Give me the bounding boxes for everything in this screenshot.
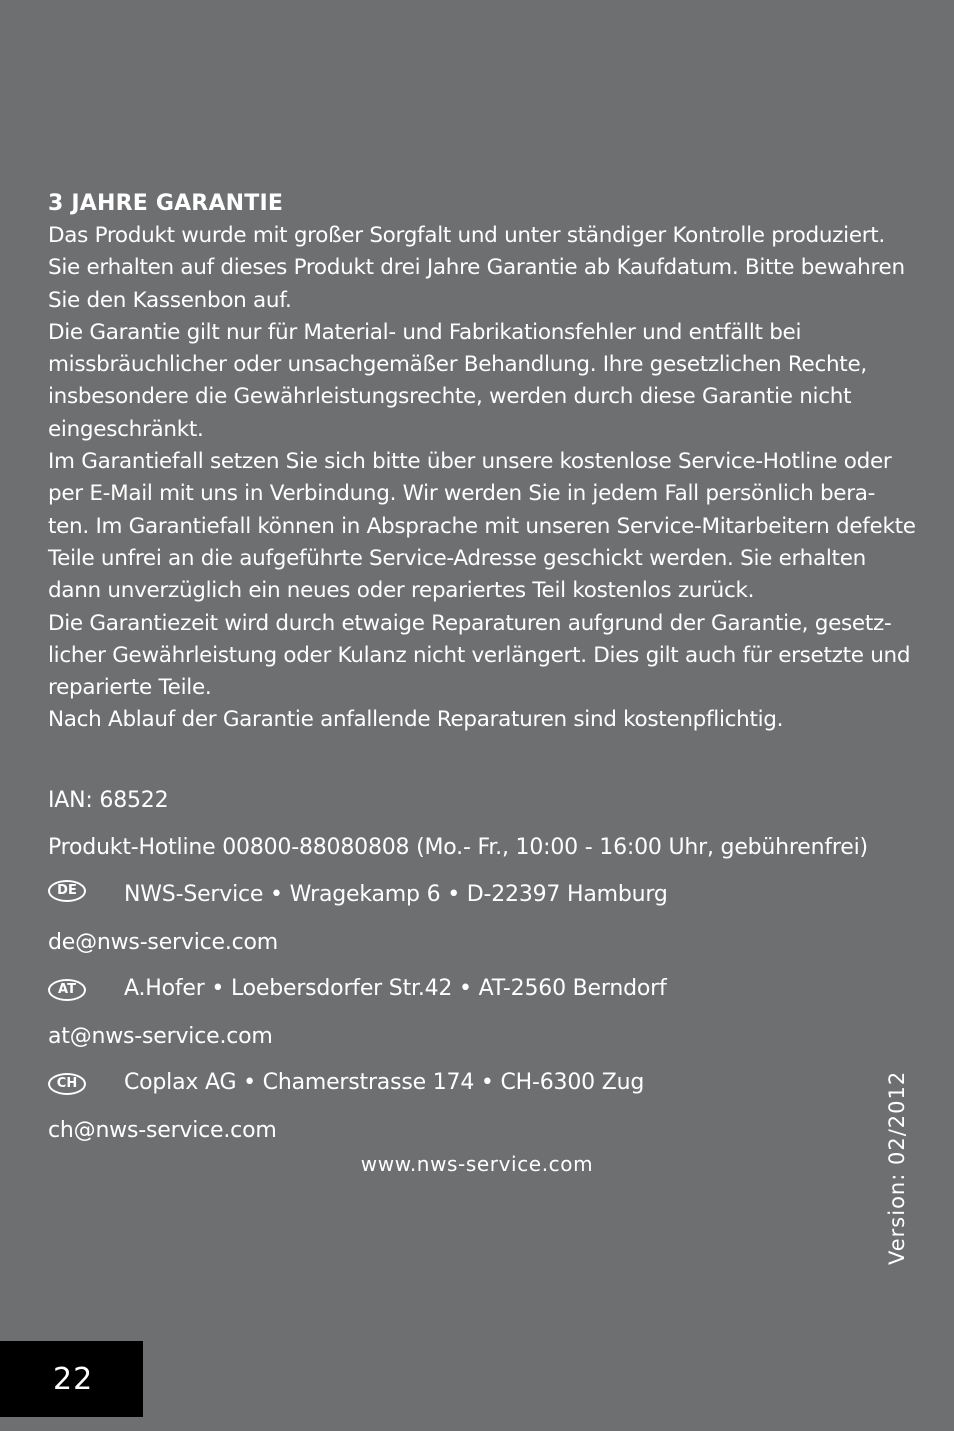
warranty-line: Nach Ablauf der Garantie anfallende Reparaturen sind kostenpflichtig. — [48, 707, 784, 733]
hotline: Produkt-Hotline 00800-88080808 (Mo.- Fr., 10:00 - 16:00 Uhr, gebührenfrei) — [48, 835, 868, 860]
warranty-line: Die Garantie gilt nur für Material- und Fabrikationsfehler und entfällt bei — [48, 319, 802, 345]
warranty-section — [48, 188, 918, 737]
warranty-line: per E-Mail mit uns in Verbindung. Wir werden Sie in jedem Fall persönlich bera- — [48, 481, 876, 507]
warranty-line: Sie den Kassenbon auf. — [48, 287, 292, 313]
warranty-line: ten. Im Garantiefall können in Absprache mit unseren Service-Mitarbeitern defekte — [48, 513, 916, 539]
address-de: NWS-Service • Wragekamp 6 • D-22397 Hamburg — [124, 882, 668, 907]
ian-number: IAN: 68522 — [48, 788, 169, 813]
warranty-line: eingeschränkt. — [48, 416, 204, 442]
version-label: Version: 02/2012 — [885, 1070, 909, 1265]
warranty-line: insbesondere die Gewährleistungsrechte, werden durch diese Garantie nicht — [48, 384, 852, 410]
country-badge-de: DE — [48, 880, 86, 902]
warranty-line: Teile unfrei an die aufgeführte Service-Adresse geschickt werden. Sie erhalten — [48, 545, 866, 571]
warranty-line: Im Garantiefall setzen Sie sich bitte über unsere kostenlose Service-Hotline oder — [48, 449, 892, 475]
warranty-heading: 3 JAHRE GARANTIE — [48, 191, 284, 216]
page-number: 22 — [53, 1362, 94, 1397]
email-de[interactable]: de@nws-service.com — [48, 930, 279, 955]
country-badge-at: AT — [48, 979, 86, 1001]
warranty-line: dann unverzüglich ein neues oder repariertes Teil kostenlos zurück. — [48, 578, 755, 604]
email-at[interactable]: at@nws-service.com — [48, 1024, 273, 1049]
address-at: A.Hofer • Loebersdorfer Str.42 • AT-2560 Berndorf — [124, 976, 667, 1001]
warranty-line: Die Garantiezeit wird durch etwaige Reparaturen aufgrund der Garantie, gesetz- — [48, 610, 892, 636]
warranty-line: Das Produkt wurde mit großer Sorgfalt und unter ständiger Kontrolle produziert. — [48, 223, 885, 248]
country-badge-ch: CH — [48, 1073, 86, 1095]
email-ch[interactable]: ch@nws-service.com — [48, 1118, 277, 1143]
website-link[interactable]: www.nws-service.com — [360, 1152, 594, 1176]
warranty-line: Sie erhalten auf dieses Produkt drei Jahre Garantie ab Kaufdatum. Bitte bewahren — [48, 255, 905, 281]
warranty-line: missbräuchlicher oder unsachgemäßer Behandlung. Ihre gesetzlichen Rechte, — [48, 352, 867, 378]
address-ch: Coplax AG • Chamerstrasse 174 • CH-6300 Zug — [124, 1070, 645, 1095]
warranty-line: reparierte Teile. — [48, 675, 212, 701]
warranty-line: licher Gewährleistung oder Kulanz nicht verlängert. Dies gilt auch für ersetzte und — [48, 642, 911, 668]
